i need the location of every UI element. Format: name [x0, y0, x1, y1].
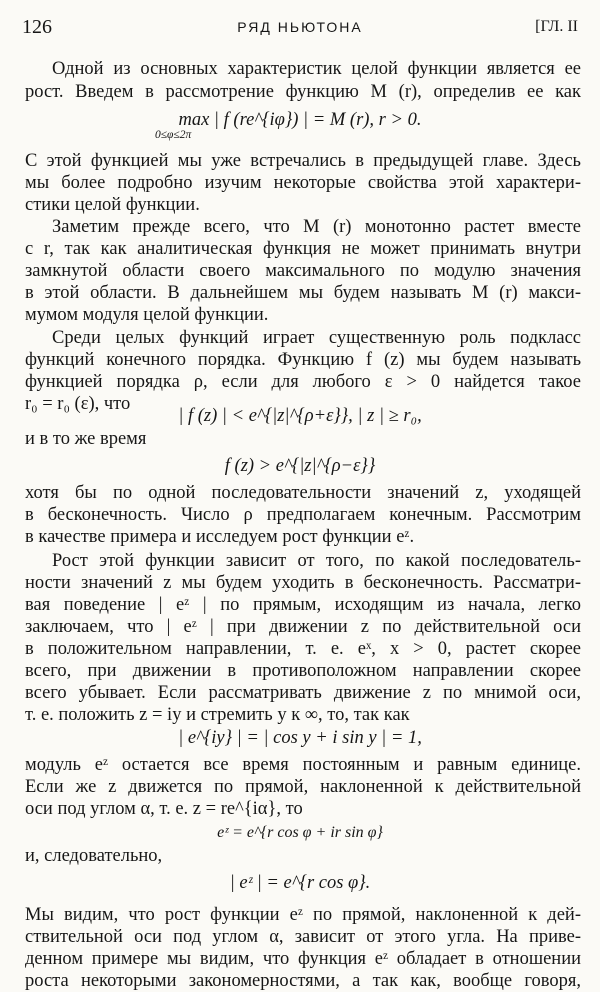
- text-line: заключаем, что | eᶻ | при движении z по действительной оси: [25, 617, 581, 637]
- text-line: С этой функцией мы уже встречались в предыдущей главе. Здесь: [25, 151, 581, 171]
- text-line: роста некоторыми закономерностями, а так как, вообще говоря,: [25, 971, 581, 991]
- text-line: функций конечного порядка. Функцию f (z) мы будем называть: [25, 350, 581, 370]
- text-line: r₀ = r₀ (ε), что: [25, 394, 131, 414]
- text-line: всего, при движении в противоположном направлении скорее: [25, 661, 581, 681]
- text-line: Мы видим, что рост функции eᶻ по прямой, наклоненной к дей-: [25, 905, 581, 925]
- text-line: рост. Введем в рассмотрение функцию M (r), определив ее как: [25, 82, 581, 102]
- text-line: всего убывает. Если рассматривать движение z по мнимой оси,: [25, 683, 581, 703]
- page-number: 126: [22, 16, 52, 38]
- text-line: с r, так как аналитическая функция не может принимать внутри: [25, 239, 581, 259]
- formula-order-lower: f (z) > e^{|z|^{ρ−ε}}: [224, 456, 376, 476]
- text-line: и в то же время: [25, 429, 147, 449]
- text-line: мы более подробно изучим некоторые свойства этой характери-: [25, 173, 581, 193]
- formula-exp-polar: eᶻ = e^{r cos φ + ir sin φ}: [217, 824, 383, 841]
- text-line: функцией порядка ρ, если для любого ε > 0 найдется такое: [25, 372, 581, 392]
- formula-imaginary-modulus: | e^{iy} | = | cos y + i sin y | = 1,: [178, 728, 422, 748]
- text-line: замкнутой области своего максимального по модулю значения: [25, 261, 581, 281]
- text-line: мумом модуля целой функции.: [25, 305, 269, 325]
- chapter-label: [ГЛ. II: [535, 18, 578, 35]
- text-line: и, следовательно,: [25, 846, 163, 866]
- text-line: ствительной оси под углом α, зависит от этого угла. На приве-: [25, 927, 581, 947]
- text-line: Одной из основных характеристик целой функции является ее: [52, 59, 581, 79]
- text-line: вая поведение | eᶻ | по прямым, исходящим из начала, легко: [25, 595, 581, 615]
- text-line: Заметим прежде всего, что M (r) монотонно растет вместе: [52, 217, 581, 237]
- text-line: в этой области. В дальнейшем мы будем называть M (r) макси-: [25, 283, 581, 303]
- formula-max-definition: max | f (re^{iφ}) | = M (r), r > 0.: [178, 110, 422, 130]
- formula-order-inequality: | f (z) | < e^{|z|^{ρ+ε}}, | z | ≥ r₀,: [178, 406, 422, 426]
- text-line: в положительном направлении, т. е. eˣ, x > 0, растет скорее: [25, 639, 581, 659]
- text-line: денном примере мы видим, что функция eᶻ обладает в отношении: [25, 949, 581, 969]
- text-line: в качестве примера и исследуем рост функции eᶻ.: [25, 527, 415, 547]
- text-line: хотя бы по одной последовательности значений z, уходящей: [25, 483, 581, 503]
- text-line: т. е. положить z = iy и стремить y к ∞, то, так как: [25, 705, 410, 725]
- text-line: стики целой функции.: [25, 195, 200, 215]
- text-line: ности значений z мы будем уходить в бесконечность. Рассматри-: [25, 573, 581, 593]
- text-line: в бесконечность. Число ρ предполагаем конечным. Рассмотрим: [25, 505, 581, 525]
- formula-max-subscript: 0≤φ≤2π: [155, 129, 192, 141]
- page-header: [0, 16, 600, 42]
- text-line: оси под углом α, т. е. z = re^{iα}, то: [25, 799, 303, 819]
- text-line: Если же z движется по прямой, наклоненной к действительной: [25, 777, 581, 797]
- text-line: Рост этой функции зависит от того, по какой последователь-: [52, 551, 581, 571]
- text-line: Среди целых функций играет существенную роль подкласс: [52, 328, 581, 348]
- formula-exp-modulus: | eᶻ | = e^{r cos φ}.: [229, 873, 371, 893]
- running-title: РЯД НЬЮТОНА: [237, 19, 363, 35]
- text-line: модуль eᶻ остается все время постоянным и равным единице.: [25, 755, 581, 775]
